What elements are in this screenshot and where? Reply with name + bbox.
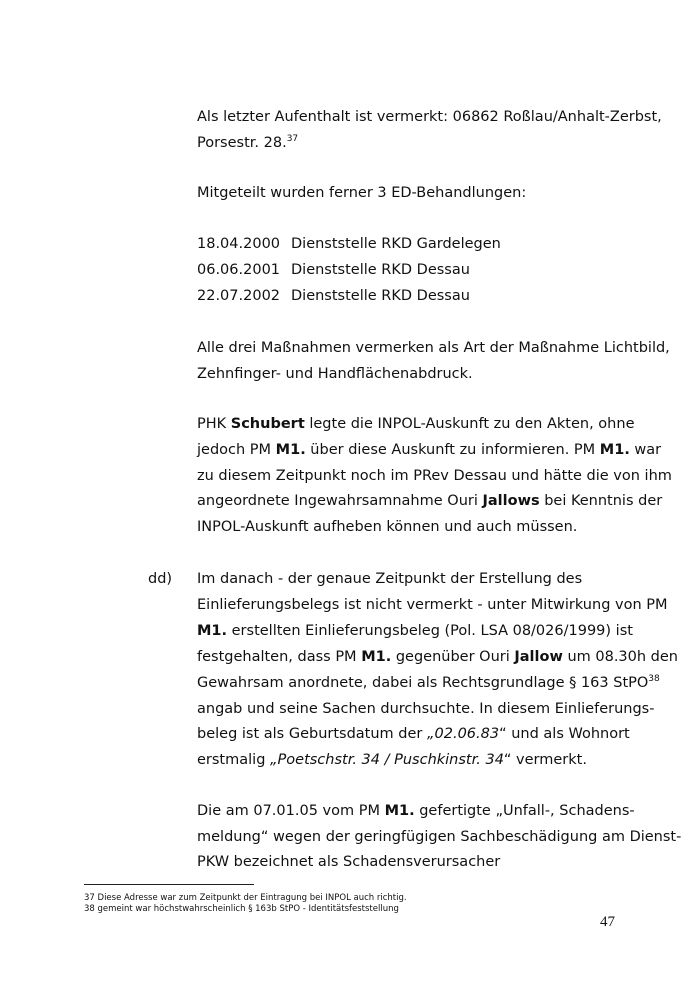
- page-number: 47: [600, 914, 615, 930]
- footnote-ref-38: 38: [648, 674, 660, 684]
- para5-line1: Im danach - der genaue Zeitpunkt der Erstellung des: [197, 571, 583, 587]
- footnote-37: 37 Diese Adresse war zum Zeitpunkt der Eintragung bei INPOL auch richtig.: [84, 893, 407, 903]
- para1-line2: Porsestr. 28.37: [197, 134, 299, 151]
- para4-line1: PHK Schubert legte die INPOL-Auskunft zu den Akten, ohne: [197, 416, 635, 432]
- footnote-38: 38 gemeint war höchstwahrscheinlich § 163b StPO - Identitätsfeststellung: [84, 904, 399, 914]
- para5-line8: erstmalig „Poetschstr. 34 / Puschkinstr. 34“ vermerkt.: [197, 752, 587, 768]
- ed-list-item: 22.07.2002 Dienststelle RKD Dessau: [197, 288, 470, 304]
- para3-line1: Alle drei Maßnahmen vermerken als Art der Maßnahme Lichtbild,: [197, 340, 670, 356]
- para6-line2: meldung“ wegen der geringfügigen Sachbeschädigung am Dienst-: [197, 829, 682, 845]
- para4-line2: jedoch PM M1. über diese Auskunft zu informieren. PM M1. war: [197, 442, 662, 458]
- para1-line1: Als letzter Aufenthalt ist vermerkt: 06862 Roßlau/Anhalt-Zerbst,: [197, 109, 662, 125]
- para2-text: Mitgeteilt wurden ferner 3 ED-Behandlungen:: [197, 185, 527, 201]
- para5-line3: M1. erstellten Einlieferungsbeleg (Pol. LSA 08/026/1999) ist: [197, 623, 633, 639]
- footnote-separator: [84, 884, 254, 885]
- para6-line1: Die am 07.01.05 vom PM M1. gefertigte „Unfall-, Schadens-: [197, 803, 635, 819]
- footnote-ref-37: 37: [286, 134, 299, 144]
- para5-line5: Gewahrsam anordnete, dabei als Rechtsgrundlage § 163 StPO$^{38}$: [197, 674, 660, 691]
- ed-list-item: 06.06.2001 Dienststelle RKD Dessau: [197, 262, 470, 278]
- para5-line4: festgehalten, dass PM M1. gegenüber Ouri Jallow um 08.30h den: [197, 649, 679, 665]
- para3-line2: Zehnfinger- und Handflächenabdruck.: [197, 366, 473, 382]
- para4-line4: angeordnete Ingewahrsamnahme Ouri Jallows bei Kenntnis der: [197, 493, 663, 509]
- para4-line3: zu diesem Zeitpunkt noch im PRev Dessau und hätte die von ihm: [197, 468, 672, 484]
- para5-line7: beleg ist als Geburtsdatum der „02.06.83“ und als Wohnort: [197, 726, 630, 742]
- ed-list-item: 18.04.2000 Dienststelle RKD Gardelegen: [197, 236, 501, 252]
- para5-line6: angab und seine Sachen durchsuchte. In diesem Einlieferungs-: [197, 701, 655, 717]
- para6-line3: PKW bezeichnet als Schadensverursacher: [197, 854, 501, 870]
- para4-line5: INPOL-Auskunft aufheben können und auch müssen.: [197, 519, 578, 535]
- para5-line2: Einlieferungsbelegs ist nicht vermerkt - unter Mitwirkung von PM: [197, 597, 668, 613]
- section-label-dd: dd): [148, 571, 173, 587]
